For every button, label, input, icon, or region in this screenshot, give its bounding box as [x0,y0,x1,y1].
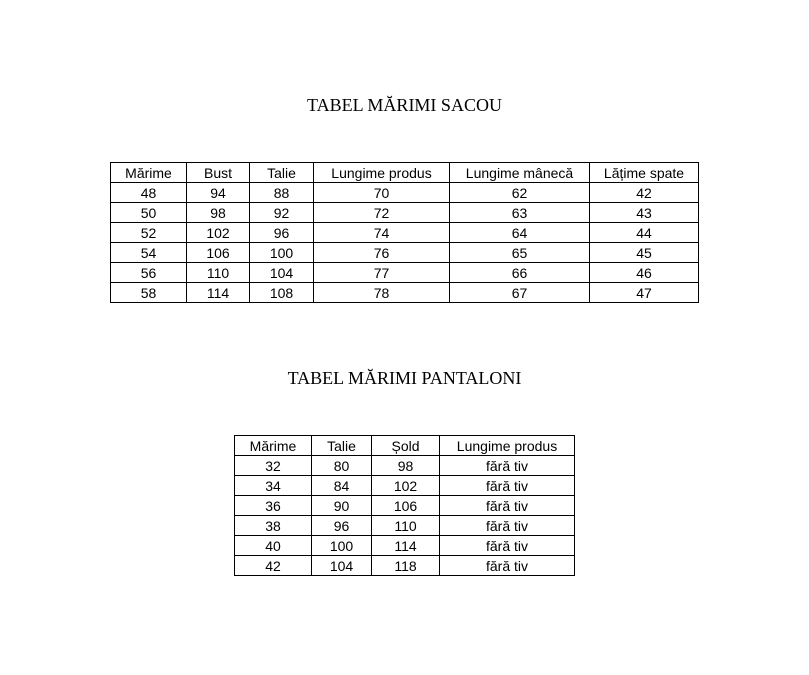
table-cell: 106 [187,243,250,263]
table-cell: 44 [590,223,699,243]
table-row [111,203,699,223]
column-header: Mărime [111,163,187,183]
table-cell: 32 [235,456,312,476]
table-cell: 64 [450,223,590,243]
table-cell: 63 [450,203,590,223]
column-header: Șold [372,436,440,456]
table-cell: 38 [235,516,312,536]
table-cell: 47 [590,283,699,303]
table-cell: fără tiv [440,516,575,536]
table-cell: 66 [450,263,590,283]
table-cell: 65 [450,243,590,263]
table-cell: 110 [187,263,250,283]
column-header: Talie [250,163,314,183]
table-cell: 94 [187,183,250,203]
table-cell: 92 [250,203,314,223]
table-cell: 52 [111,223,187,243]
table-cell: 114 [372,536,440,556]
table-cell: 90 [312,496,372,516]
table-cell: 114 [187,283,250,303]
table-cell: 72 [314,203,450,223]
table-cell: 108 [250,283,314,303]
column-header: Bust [187,163,250,183]
table-cell: 104 [312,556,372,576]
table-cell: 102 [187,223,250,243]
column-header: Lungime mânecă [450,163,590,183]
table-cell: 118 [372,556,440,576]
table-cell: fără tiv [440,476,575,496]
column-header: Lungime produs [314,163,450,183]
table-cell: 50 [111,203,187,223]
table-header-row [235,436,575,456]
table-row [111,223,699,243]
table-cell: 84 [312,476,372,496]
table-cell: fără tiv [440,556,575,576]
table-cell: 58 [111,283,187,303]
table-cell: 74 [314,223,450,243]
table-cell: 34 [235,476,312,496]
table-row [111,183,699,203]
table-row [235,516,575,536]
table-row [235,536,575,556]
sacou-size-table [110,162,699,303]
table-row [111,243,699,263]
table-cell: 43 [590,203,699,223]
table-row [235,496,575,516]
table-cell: 100 [250,243,314,263]
table-cell: 42 [590,183,699,203]
table-cell: fără tiv [440,456,575,476]
column-header: Mărime [235,436,312,456]
table-cell: 54 [111,243,187,263]
table-cell: 62 [450,183,590,203]
table-cell: 96 [312,516,372,536]
table-cell: 36 [235,496,312,516]
table-cell: fără tiv [440,496,575,516]
column-header: Talie [312,436,372,456]
table-cell: 40 [235,536,312,556]
table-cell: fără tiv [440,536,575,556]
column-header: Lungime produs [440,436,575,456]
table-cell: 80 [312,456,372,476]
table-cell: 96 [250,223,314,243]
table-row [111,283,699,303]
table-row [235,476,575,496]
column-header: Lățime spate [590,163,699,183]
table-row [235,556,575,576]
table-cell: 102 [372,476,440,496]
table-cell: 98 [187,203,250,223]
table-cell: 106 [372,496,440,516]
table-cell: 45 [590,243,699,263]
table-cell: 76 [314,243,450,263]
table-cell: 100 [312,536,372,556]
table-cell: 67 [450,283,590,303]
table-header-row [111,163,699,183]
table-cell: 98 [372,456,440,476]
table-cell: 104 [250,263,314,283]
table-cell: 70 [314,183,450,203]
table-cell: 48 [111,183,187,203]
table-cell: 88 [250,183,314,203]
table-cell: 56 [111,263,187,283]
table-cell: 42 [235,556,312,576]
pantaloni-size-table [234,435,575,576]
table-row [111,263,699,283]
table-cell: 77 [314,263,450,283]
table-cell: 110 [372,516,440,536]
sacou-table-title: TABEL MĂRIMI SACOU [307,95,502,115]
table-cell: 46 [590,263,699,283]
table-cell: 78 [314,283,450,303]
pantaloni-table-title: TABEL MĂRIMI PANTALONI [287,368,522,388]
table-row [235,456,575,476]
